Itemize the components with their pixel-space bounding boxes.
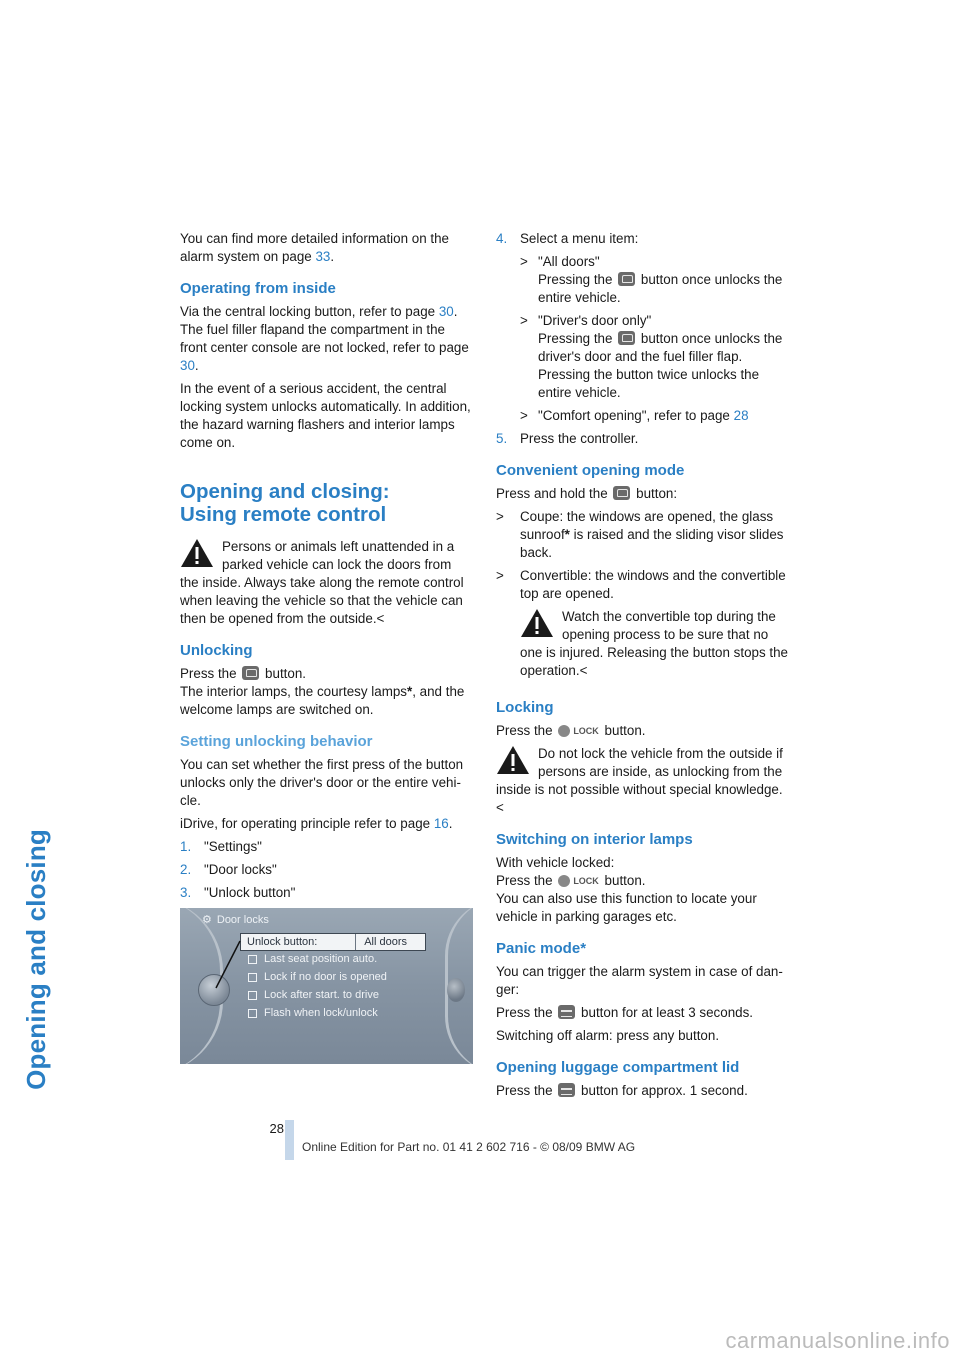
heading-convenient-opening: Convenient opening mode bbox=[496, 462, 685, 479]
screen-selected-option: Unlock button: All doors bbox=[240, 933, 426, 951]
watermark: carmanualsonline.info bbox=[725, 1328, 950, 1353]
pointer-line bbox=[180, 908, 473, 1064]
lock-button-icon: LOCK bbox=[558, 872, 599, 890]
unlock-button-icon bbox=[618, 272, 635, 286]
heading-unlocking: Unlocking bbox=[180, 642, 253, 659]
operating-paragraph-2: In the event of a serious accident, the central locking system unlocks automatically. In addition, the hazard warning flashers and interior lamps come on. bbox=[180, 381, 471, 450]
screen-option: Lock after start. to drive bbox=[248, 987, 379, 1003]
unlocking-paragraph: Press the button. The interior lamps, the courtesy lamps*, and the welcome lamps are switched on. bbox=[180, 666, 465, 717]
lock-button-icon: LOCK bbox=[558, 722, 599, 740]
right-column bbox=[496, 230, 788, 1105]
setting-paragraph-2: iDrive, for operating principle refer to page 16. bbox=[180, 816, 453, 831]
unlock-button-icon bbox=[613, 486, 630, 500]
sub-list-item: > "Comfort opening", refer to page 28 bbox=[520, 408, 749, 423]
list-item: 1. "Settings" bbox=[180, 839, 262, 854]
panic-paragraph-3: Switching off alarm: press any button. bbox=[496, 1028, 720, 1043]
list-item: > Coupe: the windows are opened, the glass sunroof* is raised and the sliding visor slides back. bbox=[496, 509, 784, 560]
edition-line: Online Edition for Part no. 01 41 2 602 716 - © 08/09 BMW AG bbox=[302, 1140, 636, 1154]
trunk-button-icon bbox=[558, 1083, 575, 1097]
heading-interior-lamps: Switching on interior lamps bbox=[496, 831, 693, 848]
screen-option: Last seat position auto. bbox=[248, 951, 377, 967]
page-link[interactable]: 30 bbox=[180, 358, 195, 373]
warning-triangle-icon bbox=[496, 745, 530, 775]
page-link[interactable]: 33 bbox=[315, 249, 331, 264]
warning-triangle-icon bbox=[520, 608, 554, 638]
page-link[interactable]: 28 bbox=[733, 408, 749, 423]
unlock-button-icon bbox=[242, 666, 259, 680]
locking-paragraph: Press the LOCK button. bbox=[496, 723, 646, 738]
warning-note: Persons or animals left unattended in a parked vehicle can lock the doors from the inside. Always take along the remote control when leaving the vehicle so that the vehicle can then be opened from the outside.< bbox=[180, 539, 464, 626]
screen-option: Lock if no door is opened bbox=[248, 969, 387, 985]
interior-paragraph: With vehicle locked: Press the LOCK button. You can also use this function to locate your vehicle in parking garages etc. bbox=[496, 855, 757, 924]
sub-list-item: > "Driver's door only" Pressing the button once unlocks the driver's door and the fuel filler flap. Pressing the button twice unlocks the entire vehicle. bbox=[520, 313, 783, 400]
screen-option: Flash when lock/unlock bbox=[248, 1005, 378, 1021]
luggage-paragraph: Press the button for approx. 1 second. bbox=[496, 1083, 748, 1098]
panic-button-icon bbox=[558, 1005, 575, 1019]
heading-remote-control: Opening and closing: Using remote control bbox=[180, 480, 390, 526]
heading-luggage-compartment: Opening luggage compartment lid bbox=[496, 1059, 740, 1076]
operating-paragraph-1: Via the central locking button, refer to page 30. The fuel filler flapand the compartment in the front center console are not locked, refer to page 30. bbox=[180, 304, 469, 373]
page-link[interactable]: 30 bbox=[438, 304, 454, 319]
sub-list-item: > "All doors" Pressing the button once unlocks the entire vehicle. bbox=[520, 254, 783, 305]
list-item: 3. "Unlock button" bbox=[180, 885, 296, 900]
page-footer bbox=[264, 1120, 684, 1160]
section-title: Opening and closing bbox=[21, 829, 51, 1090]
heading-panic-mode: Panic mode* bbox=[496, 940, 587, 957]
list-item: 4. Select a menu item: bbox=[496, 231, 639, 246]
warning-note: Do not lock the vehicle from the outside if persons are inside, as unlocking from the inside is not possible without special knowledge.< bbox=[496, 746, 783, 815]
heading-operating-inside: Operating from inside bbox=[180, 280, 336, 297]
heading-setting-unlocking: Setting unlocking behavior bbox=[180, 733, 373, 750]
idrive-screenshot bbox=[180, 908, 473, 1064]
unlock-button-icon bbox=[618, 331, 635, 345]
intro-paragraph: You can find more detailed information on the alarm system on page 33. bbox=[180, 231, 449, 264]
setting-paragraph-1: You can set whether the first press of the button unlocks only the driver's door or the entire vehicle. bbox=[180, 757, 464, 808]
gear-icon: ⚙ bbox=[202, 914, 212, 926]
screen-header: ⚙ Door locks bbox=[202, 911, 453, 929]
page-link[interactable]: 16 bbox=[433, 816, 449, 831]
heading-locking: Locking bbox=[496, 699, 554, 716]
left-column bbox=[180, 230, 472, 1064]
page-number: 28 bbox=[269, 1121, 284, 1136]
warning-triangle-icon bbox=[180, 538, 214, 568]
footer-bar bbox=[285, 1120, 294, 1160]
panic-paragraph-1: You can trigger the alarm system in case of danger: bbox=[496, 964, 783, 997]
steps-list bbox=[180, 838, 472, 902]
convenient-paragraph: Press and hold the button: bbox=[496, 486, 678, 501]
list-item: 5. Press the controller. bbox=[496, 431, 639, 446]
list-item: > Convertible: the windows and the convertible top are opened. Watch the convertible top during the opening process to be sure that no one is injured. Releasing the button stops the operation.< bbox=[496, 568, 788, 678]
list-item: 2. "Door locks" bbox=[180, 862, 277, 877]
panic-paragraph-2: Press the button for at least 3 seconds. bbox=[496, 1005, 754, 1020]
warning-note: Watch the convertible top during the opening process to be sure that no one is injured. Releasing the button stops the operation.< bbox=[520, 609, 788, 678]
